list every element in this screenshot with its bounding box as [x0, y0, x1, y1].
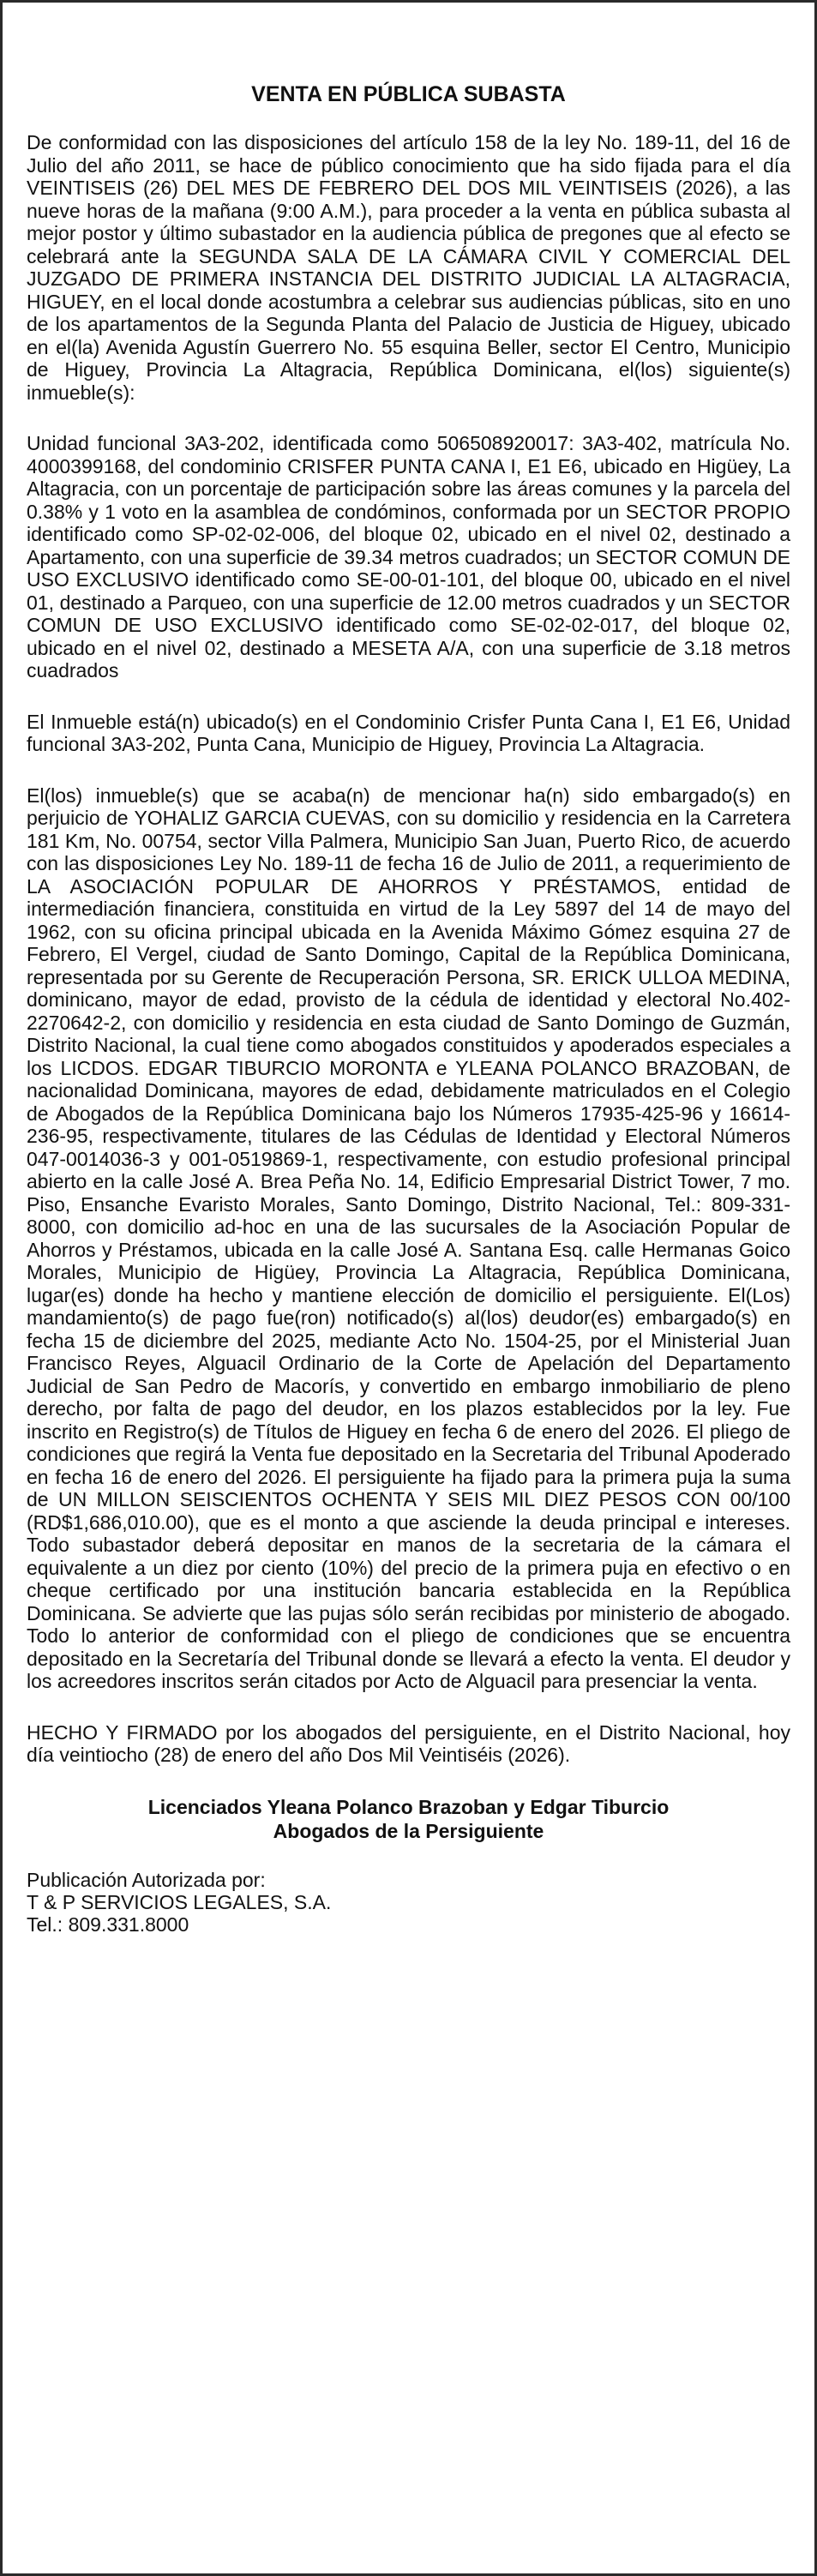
- paragraph-signed-statement: HECHO Y FIRMADO por los abogados del persiguiente, en el Distrito Nacional, hoy día veintiocho (28) de enero del año Dos Mil Veintiséis (2026).: [27, 1720, 790, 1766]
- paragraph-announcement: De conformidad con las disposiciones del artículo 158 de la ley No. 189-11, del 16 de Julio del año 2011, se hace de público conocimiento que ha sido fijada para el día VEINTISEIS (26) DEL MES DE FEBRERO DEL DOS MIL VEINTISEIS (2026), a las nueve horas de la mañana (9:00 A.M.), para proceder a la venta en pública subasta al mejor postor y último subastador en la audiencia pública de pregones que al efecto se celebrará ante la SEGUNDA SALA DE LA CÁMARA CIVIL Y COMERCIAL DEL JUZGADO DE PRIMERA INSTANCIA DEL DISTRITO JUDICIAL LA ALTAGRACIA, HIGUEY, en el local donde acostumbra a celebrar sus audiencias públicas, sito en uno de los apartamentos de la Segunda Planta del Palacio de Justicia de Higuey, ubicado en el(la) Avenida Agustín Guerrero No. 55 esquina Beller, sector El Centro, Municipio de Higuey, Provincia La Altagracia, República Dominicana, el(los) siguiente(s) inmueble(s):: [27, 131, 790, 404]
- paragraph-seizure-details: El(los) inmueble(s) que se acaba(n) de mencionar ha(n) sido embargado(s) en perjuicio de YOHALIZ GARCIA CUEVAS, con su domicilio y residencia en la Carretera 181 Km, No. 00754, sector Villa Palmera, Municipio San Juan, Puerto Rico, de acuerdo con las disposiciones Ley No. 189-11 de fecha 16 de Julio de 2011, a requerimiento de LA ASOCIACIÓN POPULAR DE AHORROS Y PRÉSTAMOS, entidad de intermediación financiera, constituida en virtud de la Ley 5897 del 14 de mayo del 1962, con su oficina principal ubicada en la Avenida Máximo Gómez esquina 27 de Febrero, El Vergel, ciudad de Santo Domingo, Capital de la República Dominicana, representada por su Gerente de Recuperación Persona, SR. ERICK ULLOA MEDINA, dominicano, mayor de edad, provisto de la cédula de identidad y electoral No.402-2270642-2, con domicilio y residencia en esta ciudad de Santo Domingo de Guzmán, Distrito Nacional, la cual tiene como abogados constituidos y apoderados especiales a los LICDOS. EDGAR TIBURCIO MORONTA e YLEANA POLANCO BRAZOBAN, de nacionalidad Dominicana, mayores de edad, debidamente matriculados en el Colegio de Abogados de la República Dominicana bajo los Números 17935-425-96 y 16614-236-95, respectivamente, titulares de las Cédulas de Identidad y Electoral Números 047-0014036-3 y 001-0519869-1, respectivamente, con estudio profesional principal abierto en la calle José A. Brea Peña No. 14, Edificio Empresarial District Tower, 7 mo. Piso, Ensanche Evaristo Morales, Santo Domingo, Distrito Nacional, Tel.: 809-331-8000, con domicilio ad-hoc en una de las sucursales de la Asociación Popular de Ahorros y Préstamos, ubicada en la calle José A. Santana Esq. calle Hermanas Goico Morales, Municipio de Higüey, Provincia La Altagracia, República Dominicana, lugar(es) donde ha hecho y mantiene elección de domicilio el persiguiente. El(Los) mandamiento(s) de pago fue(ron) notificado(s) al(los) deudor(es) embargado(s) en fecha 15 de diciembre del 2025, mediante Acto No. 1504-25, por el Ministerial Juan Francisco Reyes, Alguacil Ordinario de la Corte de Apelación del Departamento Judicial de San Pedro de Macorís, y convertido en embargo inmobiliario de pleno derecho, por falta de pago del deudor, en los plazos establecidos por la ley. Fue inscrito en Registro(s) de Títulos de Higuey en fecha 6 de enero del 2026. El pliego de condiciones que regirá la Venta fue depositado en la Secretaria del Tribunal Apoderado en fecha 16 de enero del 2026. El persiguiente ha fijado para la primera puja la suma de UN MILLON SEISCIENTOS OCHENTA Y SEIS MIL DIEZ PESOS CON 00/100 (RD$1,686,010.00), que es el monto a que asciende la deuda principal e intereses. Todo subastador deberá depositar en manos de la secretaria de la cámara el equivalente a un diez por ciento (10%) del precio de la primera puja en efectivo o en cheque certificado por una institución bancaria establecida en la República Dominicana. Se advierte que las pujas sólo serán recibidas por ministerio de abogado. Todo lo anterior de conformidad con el pliego de condiciones que se encuentra depositado en la Secretaría del Tribunal donde se llevará a efecto la venta. El deudor y los acreedores inscritos serán citados por Acto de Alguacil para presenciar la venta.: [27, 784, 790, 1692]
- paragraph-property-description: Unidad funcional 3A3-202, identificada como 506508920017: 3A3-402, matrícula No. 4000399168, del condominio CRISFER PUNTA CANA I, E1 E6, ubicado en Higüey, La Altagracia, con un porcentaje de participación sobre las áreas comunes y la parcela del 0.38% y 1 voto en la asamblea de condóminos, conformada por un SECTOR PROPIO identificado como SP-02-02-006, del bloque 02, ubicado en el nivel 02, destinado a Apartamento, con una superficie de 39.34 metros cuadrados; un SECTOR COMUN DE USO EXCLUSIVO identificado como SE-00-01-101, del bloque 00, ubicado en el nivel 01, destinado a Parqueo, con una superficie de 12.00 metros cuadrados y un SECTOR COMUN DE USO EXCLUSIVO identificado como SE-02-02-017, del bloque 02, ubicado en el nivel 02, destinado a MESETA A/A, con una superficie de 3.18 metros cuadrados: [27, 432, 790, 682]
- footer-authorized-by: Publicación Autorizada por:: [27, 1868, 266, 1891]
- signature-role: Abogados de la Persiguiente: [273, 1819, 544, 1842]
- signature-block: [27, 1795, 790, 1843]
- footer-company-name: T & P SERVICIOS LEGALES, S.A.: [27, 1890, 332, 1913]
- paragraph-property-location: El Inmueble está(n) ubicado(s) en el Condominio Crisfer Punta Cana I, E1 E6, Unidad funcional 3A3-202, Punta Cana, Municipio de Higuey, Provincia La Altagracia.: [27, 710, 790, 755]
- notice-title: VENTA EN PÚBLICA SUBASTA: [251, 82, 566, 106]
- signature-names: Licenciados Yleana Polanco Brazoban y Edgar Tiburcio: [147, 1795, 670, 1818]
- footer-phone: Tel.: 809.331.8000: [27, 1912, 189, 1936]
- publication-footer: [27, 1869, 790, 1936]
